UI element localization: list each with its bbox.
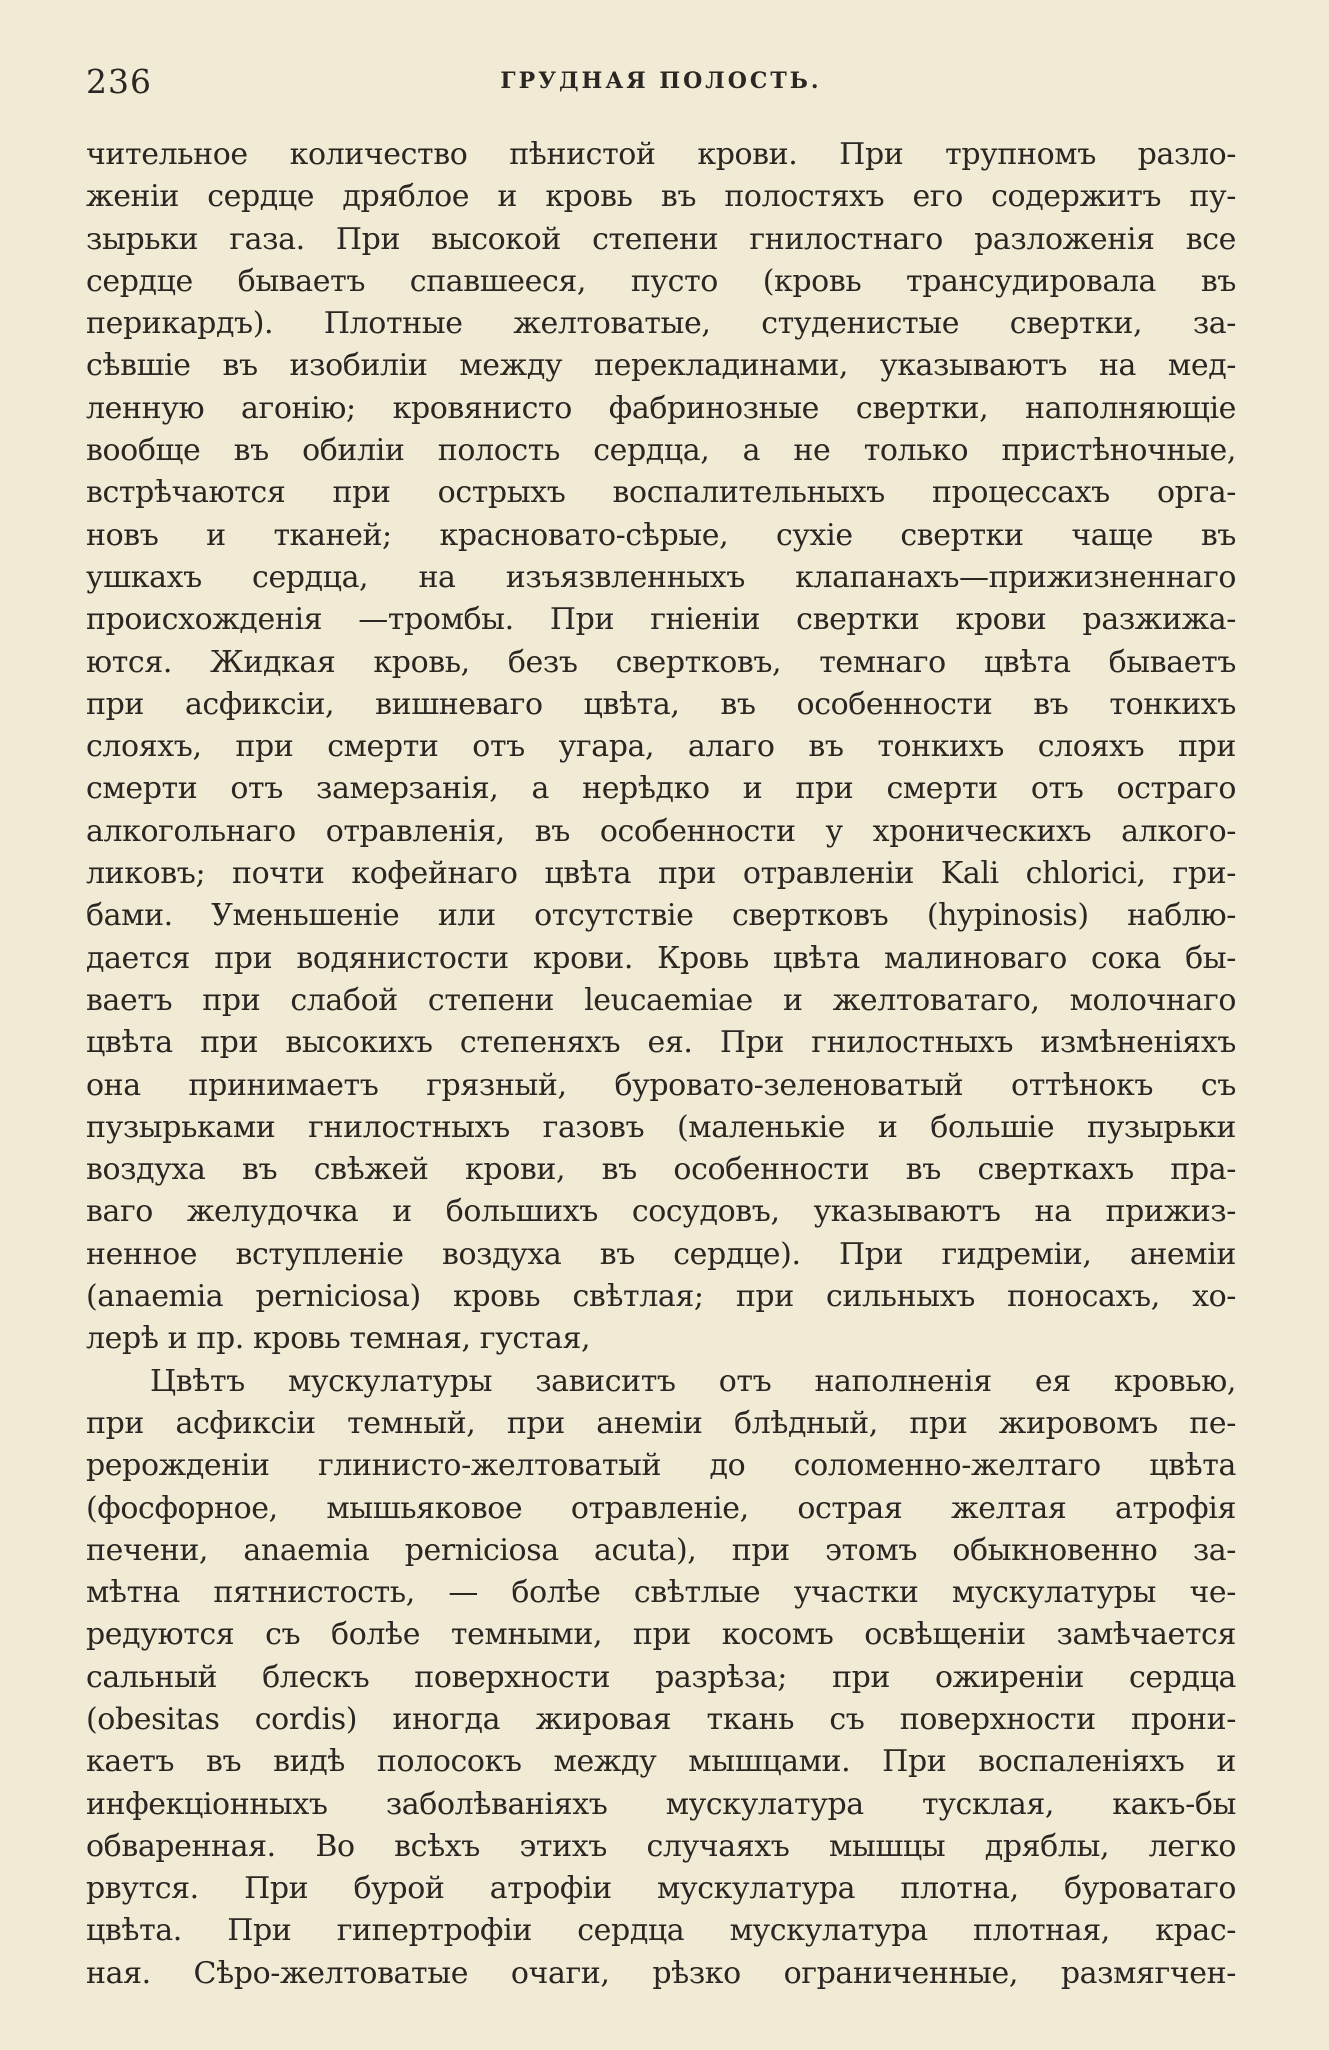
text-line: вообще въ обиліи полость сердца, а не только пристѣночные, bbox=[86, 433, 1236, 469]
text-line: встрѣчаются при острыхъ воспалительныхъ процессахъ орга- bbox=[86, 475, 1236, 511]
text-line: женіи сердце дряблое и кровь въ полостяхъ его содержитъ пу- bbox=[86, 179, 1236, 215]
text-line: обваренная. Во всѣхъ этихъ случаяхъ мышцы дряблы, легко bbox=[86, 1828, 1236, 1864]
text-line: сѣвшіе въ изобиліи между перекладинами, указываютъ на мед- bbox=[86, 348, 1236, 384]
text-line: при асфиксіи темный, при анеміи блѣдный, при жировомъ пе- bbox=[86, 1405, 1236, 1441]
text-line: дается при водянистости крови. Кровь цвѣта малиноваго сока бы- bbox=[86, 940, 1236, 976]
body-text bbox=[86, 134, 1236, 1995]
text-line: слояхъ, при смерти отъ угара, алаго въ тонкихъ слояхъ при bbox=[86, 729, 1236, 765]
paragraph bbox=[86, 1361, 1236, 1995]
page-number: 236 bbox=[86, 62, 152, 101]
text-line: ются. Жидкая кровь, безъ свертковъ, темнаго цвѣта бываетъ bbox=[86, 644, 1236, 680]
text-line: смерти отъ замерзанія, а нерѣдко и при смерти отъ остраго bbox=[86, 771, 1236, 807]
text-line: при асфиксіи, вишневаго цвѣта, въ особенности въ тонкихъ bbox=[86, 686, 1236, 722]
page-header bbox=[86, 62, 1236, 102]
text-line: ваго желудочка и большихъ сосудовъ, указываютъ на прижиз- bbox=[86, 1194, 1236, 1230]
text-line: (obesitas cordis) иногда жировая ткань съ поверхности прони- bbox=[86, 1701, 1236, 1737]
text-line: происхожденія —тромбы. При гніеніи свертки крови разжижа- bbox=[86, 602, 1236, 638]
text-line: зырьки газа. При высокой степени гнилостнаго разложенія все bbox=[86, 221, 1236, 257]
text-line: ваетъ при слабой степени leucaemiae и желтоватаго, молочнаго bbox=[86, 982, 1236, 1018]
text-line: ленную агонію; кровянисто фабринозные свертки, наполняющіе bbox=[86, 390, 1236, 426]
text-line: ненное вступленіе воздуха въ сердце). При гидреміи, анеміи bbox=[86, 1236, 1236, 1272]
text-line: она принимаетъ грязный, буровато-зеленоватый оттѣнокъ съ bbox=[86, 1067, 1236, 1103]
text-line: новъ и тканей; красновато-сѣрые, сухіе свертки чаще въ bbox=[86, 517, 1236, 553]
text-line: ушкахъ сердца, на изъязвленныхъ клапанахъ—прижизненнаго bbox=[86, 559, 1236, 595]
text-line: бами. Уменьшеніе или отсутствіе свертковъ (hypinosis) наблю- bbox=[86, 898, 1236, 934]
text-line: мѣтна пятнистость, — болѣе свѣтлые участки мускулатуры че- bbox=[86, 1575, 1236, 1611]
text-line: лерѣ и пр. кровь темная, густая, bbox=[86, 1321, 591, 1357]
paragraph bbox=[86, 134, 1236, 1361]
text-line: чительное количество пѣнистой крови. При трупномъ разло- bbox=[86, 137, 1236, 172]
text-line: (фосфорное, мышьяковое отравленіе, острая желтая атрофія bbox=[86, 1490, 1236, 1526]
text-line: сальный блескъ поверхности разрѣза; при ожиреніи сердца bbox=[86, 1659, 1236, 1695]
text-line: редуются съ болѣе темными, при косомъ освѣщеніи замѣчается bbox=[86, 1617, 1236, 1653]
text-line: перикардъ). Плотные желтоватые, студенистые свертки, за- bbox=[86, 306, 1236, 342]
text-line: печени, anaemia perniciosa acuta), при этомъ обыкновенно за- bbox=[86, 1532, 1236, 1568]
text-line: ликовъ; почти кофейнаго цвѣта при отравленіи Kali chlorici, гри- bbox=[86, 856, 1236, 892]
text-line: сердце бываетъ спавшееся, пусто (кровь трансудировала въ bbox=[86, 263, 1236, 299]
text-line: пузырьками гнилостныхъ газовъ (маленькіе и большіе пузырьки bbox=[86, 1109, 1236, 1145]
text-line: инфекціонныхъ заболѣваніяхъ мускулатура тусклая, какъ-бы bbox=[86, 1786, 1236, 1822]
text-line: ная. Сѣро-желтоватые очаги, рѣзко ограниченные, размягчен- bbox=[86, 1955, 1236, 1991]
text-line: Цвѣтъ мускулатуры зависитъ отъ наполненія ея кровью, bbox=[150, 1363, 1236, 1399]
text-line: каетъ въ видѣ полосокъ между мышцами. При воспаленіяхъ и bbox=[86, 1744, 1236, 1780]
text-line: воздуха въ свѣжей крови, въ особенности въ сверткахъ пра- bbox=[86, 1152, 1236, 1188]
text-line: (anaemia perniciosa) кровь свѣтлая; при сильныхъ поносахъ, хо- bbox=[86, 1279, 1236, 1315]
text-line: рвутся. При бурой атрофіи мускулатура плотна, буроватаго bbox=[86, 1871, 1236, 1907]
text-line: рерожденіи глинисто-желтоватый до соломенно-желтаго цвѣта bbox=[86, 1448, 1236, 1484]
running-head: ГРУДНАЯ ПОЛОСТЬ. bbox=[500, 68, 822, 94]
text-line: цвѣта. При гипертрофіи сердца мускулатура плотная, крас- bbox=[86, 1913, 1236, 1949]
text-line: цвѣта при высокихъ степеняхъ ея. При гнилостныхъ измѣненіяхъ bbox=[86, 1025, 1236, 1061]
text-line: алкогольнаго отравленія, въ особенности у хроническихъ алкого- bbox=[86, 813, 1236, 849]
